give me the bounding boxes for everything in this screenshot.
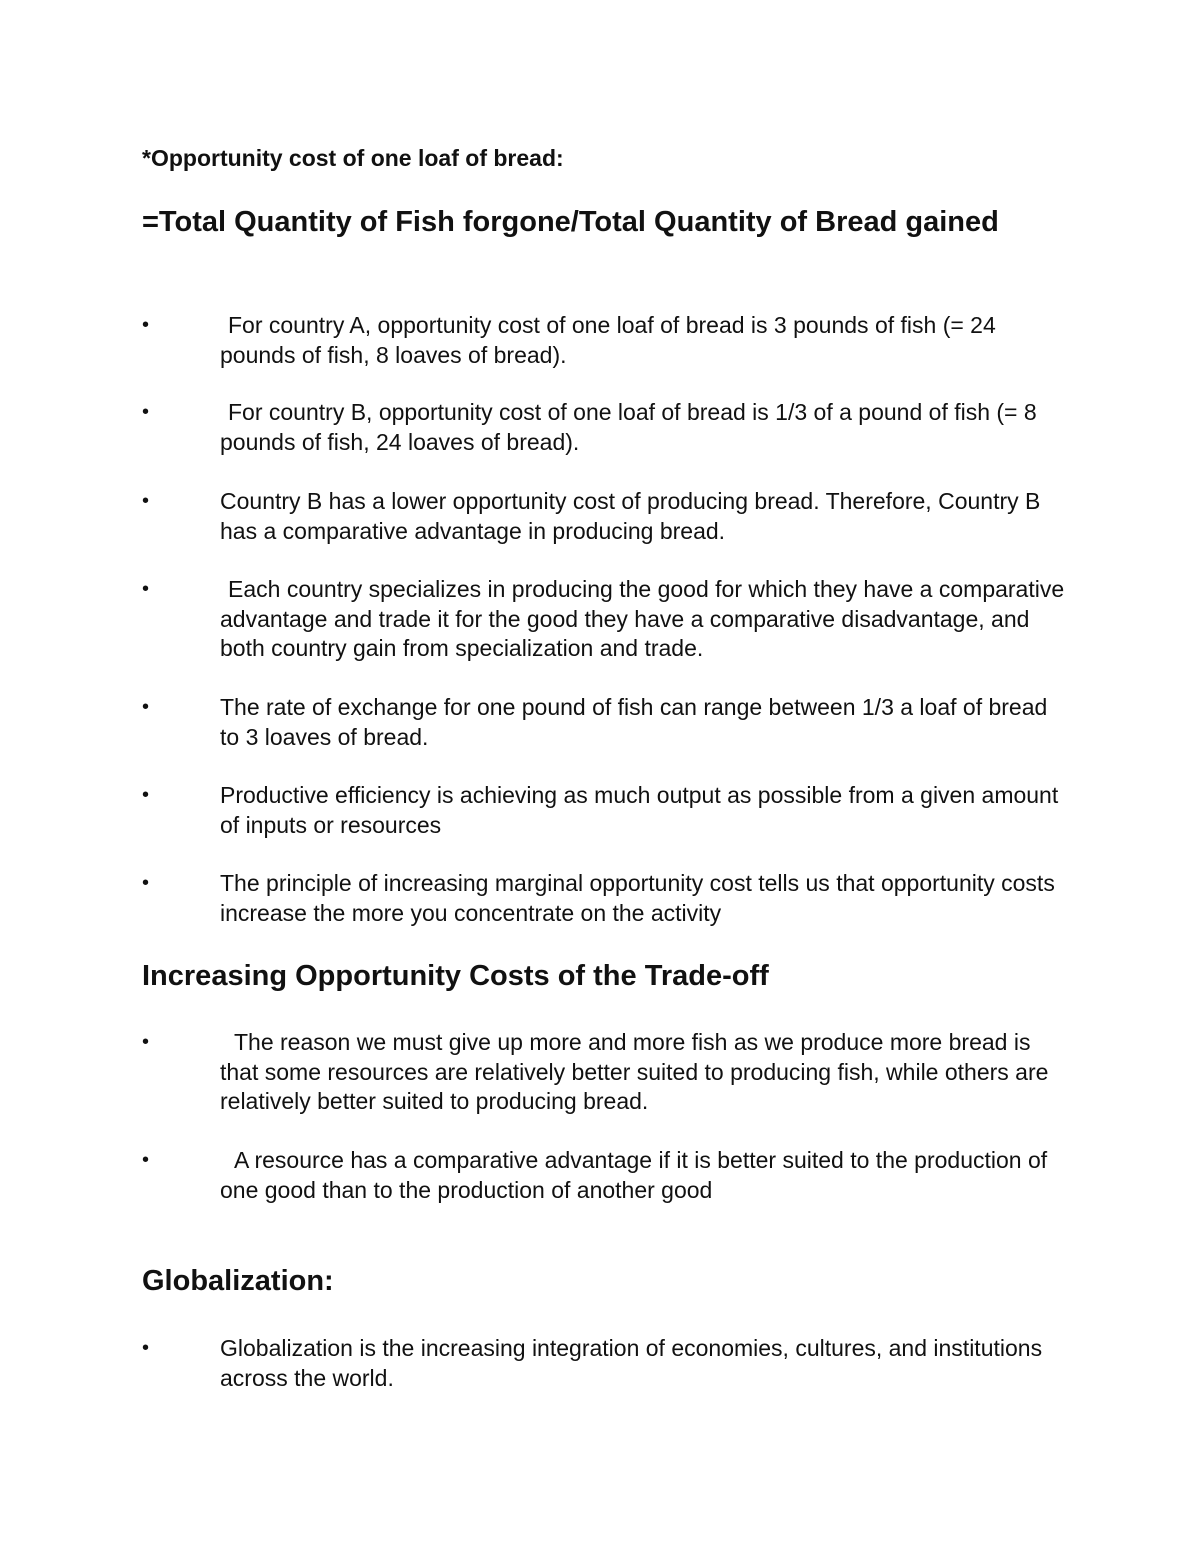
bullet-marker: • (142, 401, 150, 423)
bullet-marker: • (142, 1031, 150, 1053)
opportunity-cost-formula: =Total Quantity of Fish forgone/Total Quantity of Bread gained (142, 206, 999, 238)
bullet-text: The rate of exchange for one pound of fish can range between 1/3 a loaf of bread to 3 loaves of bread. (220, 694, 1048, 750)
bullet-marker: • (142, 1337, 150, 1359)
bullet-text: The reason we must give up more and more fish as we produce more bread is that some resources are relatively better suited to producing fish, while others are relatively better suited to producing bread. (220, 1029, 1049, 1114)
bullet-text: Productive efficiency is achieving as much output as possible from a given amount of inputs or resources (220, 782, 1059, 838)
bullet-marker: • (142, 490, 150, 512)
bullet-text: A resource has a comparative advantage if it is better suited to the production of one good than to the production of another good (220, 1147, 1048, 1203)
bullet-marker: • (142, 1149, 150, 1171)
bullet-marker: • (142, 314, 150, 336)
bullet-text: Each country specializes in producing the good for which they have a comparative advantage and trade it for the good they have a comparative disadvantage, and both country gain from specialization and trade. (220, 576, 1065, 661)
bullet-marker: • (142, 696, 150, 718)
bullet-marker: • (142, 872, 150, 894)
bullet-text: For country B, opportunity cost of one loaf of bread is 1/3 of a pound of fish (= 8 pounds of fish, 24 loaves of bread). (220, 399, 1037, 455)
section-heading-increasing-costs: Increasing Opportunity Costs of the Trade-off (142, 960, 769, 992)
section-heading-globalization: Globalization: (142, 1265, 334, 1297)
bullet-marker: • (142, 784, 150, 806)
bullet-text: Country B has a lower opportunity cost of producing bread. Therefore, Country B has a comparative advantage in producing bread. (220, 488, 1041, 544)
opportunity-cost-heading: *Opportunity cost of one loaf of bread: (142, 145, 564, 171)
bullet-text: Globalization is the increasing integration of economies, cultures, and institutions across the world. (220, 1335, 1043, 1391)
bullet-text: For country A, opportunity cost of one loaf of bread is 3 pounds of fish (= 24 pounds of fish, 8 loaves of bread). (220, 312, 996, 368)
bullet-marker: • (142, 578, 150, 600)
bullet-text: The principle of increasing marginal opportunity cost tells us that opportunity costs increase the more you concentrate on the activity (220, 870, 1055, 926)
